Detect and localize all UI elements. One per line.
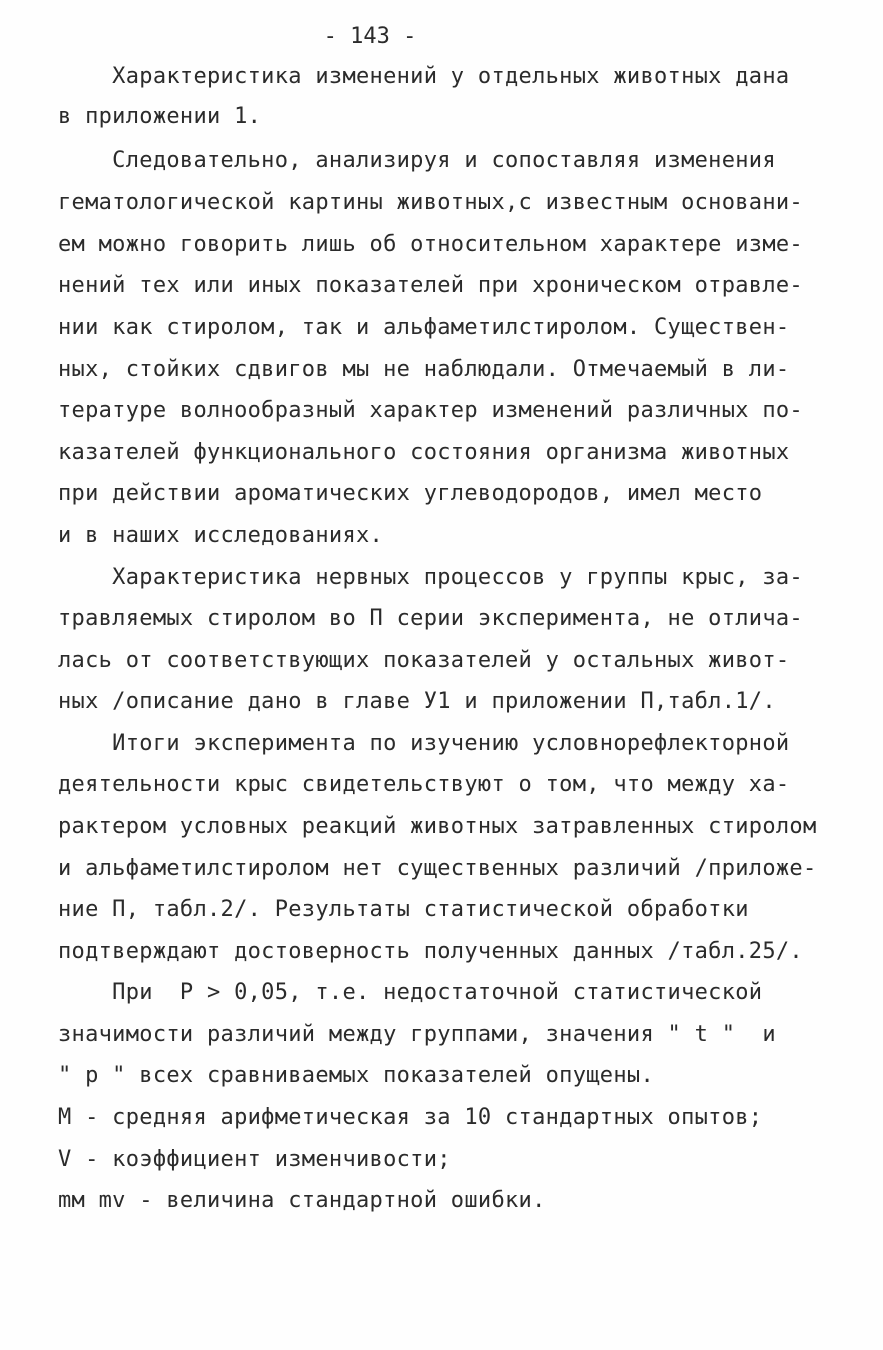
text-line: ем можно говорить лишь об относительном характере изме- <box>58 232 803 257</box>
text-line: При Р > 0,05, т.е. недостаточной статистической <box>58 980 763 1005</box>
text-line: Характеристика нервных процессов у группы крыс, за- <box>58 565 803 590</box>
text-line: Характеристика изменений у отдельных животных дана <box>58 64 790 89</box>
text-line: рактером условных реакций животных затравленных стиролом <box>58 814 817 839</box>
text-line: тературе волнообразный характер изменений различных по- <box>58 398 803 423</box>
text-line: значимости различий между группами, значения " t " и <box>58 1022 776 1047</box>
text-line: нений тех или иных показателей при хроническом отравле- <box>58 273 803 298</box>
text-line: ние П, табл.2/. Результаты статистической обработки <box>58 897 749 922</box>
text-line: деятельности крыс свидетельствуют о том, что между ха- <box>58 772 790 797</box>
text-line: гематологической картины животных,с известным основани- <box>58 190 803 215</box>
text-line: в приложении 1. <box>58 104 262 129</box>
text-line: V - коэффициент изменчивости; <box>58 1147 451 1172</box>
text-line: травляемых стиролом во П серии эксперимента, не отлича- <box>58 606 803 631</box>
text-line: Итоги эксперимента по изучению условнорефлекторной <box>58 731 790 756</box>
text-line: казателей функционального состояния организма животных <box>58 440 790 465</box>
text-line: М - средняя арифметическая за 10 стандартных опытов; <box>58 1105 763 1130</box>
text-line: лась от соответствующих показателей у остальных живот- <box>58 648 790 673</box>
text-line: ных /описание дано в главе У1 и приложении П,табл.1/. <box>58 689 776 714</box>
page-number: - 143 - <box>323 24 417 49</box>
text-line: при действии ароматических углеводородов, имел место <box>58 481 763 506</box>
text-line: и альфаметилстиролом нет существенных различий /приложе- <box>58 856 817 881</box>
text-line: нии как стиролом, так и альфаметилстиролом. Существен- <box>58 315 790 340</box>
text-line: ных, стойких сдвигов мы не наблюдали. Отмечаемый в ли- <box>58 357 790 382</box>
text-line: подтверждают достоверность полученных данных /табл.25/. <box>58 939 803 964</box>
text-line: и в наших исследованиях. <box>58 523 384 548</box>
text-line: mм mv - величина стандартной ошибки. <box>58 1188 546 1213</box>
text-line: " р " всех сравниваемых показателей опущены. <box>58 1063 654 1088</box>
text-line: Следовательно, анализируя и сопоставляя изменения <box>58 148 776 173</box>
